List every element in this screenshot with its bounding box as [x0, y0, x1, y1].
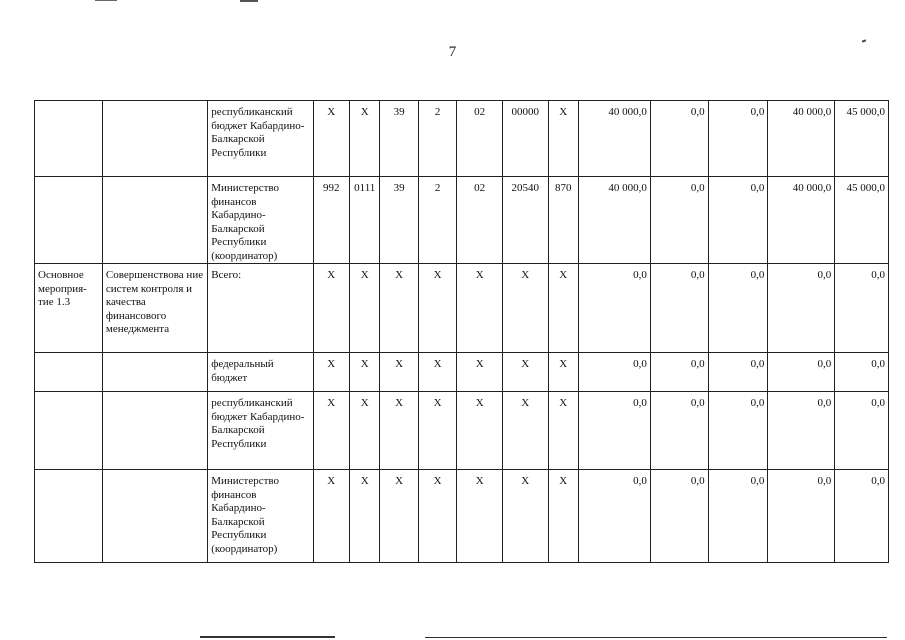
code-cell: 00000 — [502, 101, 548, 177]
code-cell: Х — [380, 470, 418, 563]
status-cell — [35, 177, 103, 264]
program-name-cell — [102, 353, 207, 392]
value-cell: 0,0 — [650, 264, 708, 353]
code-cell: Х — [380, 392, 418, 470]
value-cell: 0,0 — [768, 392, 835, 470]
table-row — [35, 470, 889, 563]
executor-cell: федеральный бюджет — [208, 353, 313, 392]
code-cell: 2 — [418, 177, 456, 264]
code-cell: Х — [350, 264, 380, 353]
code-cell: Х — [457, 392, 503, 470]
table-row — [35, 101, 889, 177]
value-cell: 45 000,0 — [835, 101, 889, 177]
executor-cell: республиканский бюджет Кабардино-Балкарской Республики — [208, 392, 313, 470]
code-cell: Х — [350, 392, 380, 470]
code-cell: Х — [350, 353, 380, 392]
code-cell: Х — [457, 470, 503, 563]
code-cell: 2 — [418, 101, 456, 177]
value-cell: 0,0 — [578, 392, 650, 470]
code-cell: Х — [502, 470, 548, 563]
scan-mark — [240, 0, 258, 2]
value-cell: 45 000,0 — [835, 177, 889, 264]
code-cell: Х — [313, 470, 349, 563]
page-number: 7 — [448, 44, 457, 60]
code-cell: Х — [457, 264, 503, 353]
executor-cell: республиканский бюджет Кабардино-Балкарской Республики — [208, 101, 313, 177]
code-cell: Х — [380, 353, 418, 392]
code-cell: Х — [548, 264, 578, 353]
program-name-cell — [102, 470, 207, 563]
bottom-rule — [200, 636, 335, 638]
value-cell: 0,0 — [708, 177, 768, 264]
code-cell: Х — [418, 264, 456, 353]
code-cell: Х — [418, 353, 456, 392]
code-cell: Х — [502, 264, 548, 353]
table-row — [35, 264, 889, 353]
value-cell: 40 000,0 — [768, 177, 835, 264]
executor-cell: Министерство финансов Кабардино-Балкарской Республики (координатор) — [208, 177, 313, 264]
code-cell: Х — [418, 470, 456, 563]
value-cell: 0,0 — [708, 101, 768, 177]
value-cell: 0,0 — [708, 264, 768, 353]
value-cell: 0,0 — [835, 353, 889, 392]
code-cell: Х — [313, 392, 349, 470]
code-cell: 02 — [457, 177, 503, 264]
table-row — [35, 353, 889, 392]
code-cell: 992 — [313, 177, 349, 264]
code-cell: Х — [548, 392, 578, 470]
value-cell: 0,0 — [708, 353, 768, 392]
value-cell: 40 000,0 — [578, 177, 650, 264]
table-row — [35, 177, 889, 264]
status-cell: Основное мероприя-тие 1.3 — [35, 264, 103, 353]
value-cell: 0,0 — [768, 353, 835, 392]
value-cell: 0,0 — [578, 470, 650, 563]
value-cell: 40 000,0 — [578, 101, 650, 177]
value-cell: 0,0 — [650, 177, 708, 264]
code-cell: Х — [313, 101, 349, 177]
value-cell: 0,0 — [835, 264, 889, 353]
value-cell: 40 000,0 — [768, 101, 835, 177]
value-cell: 0,0 — [835, 392, 889, 470]
program-name-cell — [102, 392, 207, 470]
value-cell: 0,0 — [650, 470, 708, 563]
value-cell: 0,0 — [768, 470, 835, 563]
code-cell: Х — [548, 101, 578, 177]
code-cell: Х — [350, 101, 380, 177]
budget-table — [34, 100, 889, 563]
program-name-cell — [102, 101, 207, 177]
bottom-rule — [425, 637, 887, 638]
status-cell — [35, 353, 103, 392]
scan-mark — [862, 39, 866, 42]
value-cell: 0,0 — [650, 392, 708, 470]
code-cell: Х — [380, 264, 418, 353]
value-cell: 0,0 — [650, 353, 708, 392]
code-cell: Х — [502, 392, 548, 470]
code-cell: Х — [313, 353, 349, 392]
code-cell: 39 — [380, 177, 418, 264]
code-cell: Х — [350, 470, 380, 563]
status-cell — [35, 101, 103, 177]
value-cell: 0,0 — [708, 392, 768, 470]
scan-marks — [0, 0, 905, 6]
program-name-cell: Совершенствова ние систем контроля и качества финансового менеджмента — [102, 264, 207, 353]
code-cell: 20540 — [502, 177, 548, 264]
value-cell: 0,0 — [578, 264, 650, 353]
code-cell: 39 — [380, 101, 418, 177]
code-cell: Х — [418, 392, 456, 470]
value-cell: 0,0 — [650, 101, 708, 177]
code-cell: 0111 — [350, 177, 380, 264]
code-cell: Х — [502, 353, 548, 392]
status-cell — [35, 470, 103, 563]
code-cell: 870 — [548, 177, 578, 264]
table-row — [35, 392, 889, 470]
executor-cell: Министерство финансов Кабардино-Балкарской Республики (координатор) — [208, 470, 313, 563]
code-cell: 02 — [457, 101, 503, 177]
scan-mark — [95, 0, 117, 1]
value-cell: 0,0 — [768, 264, 835, 353]
code-cell: Х — [313, 264, 349, 353]
value-cell: 0,0 — [708, 470, 768, 563]
code-cell: Х — [548, 353, 578, 392]
value-cell: 0,0 — [578, 353, 650, 392]
code-cell: Х — [548, 470, 578, 563]
program-name-cell — [102, 177, 207, 264]
executor-cell: Всего: — [208, 264, 313, 353]
code-cell: Х — [457, 353, 503, 392]
status-cell — [35, 392, 103, 470]
value-cell: 0,0 — [835, 470, 889, 563]
